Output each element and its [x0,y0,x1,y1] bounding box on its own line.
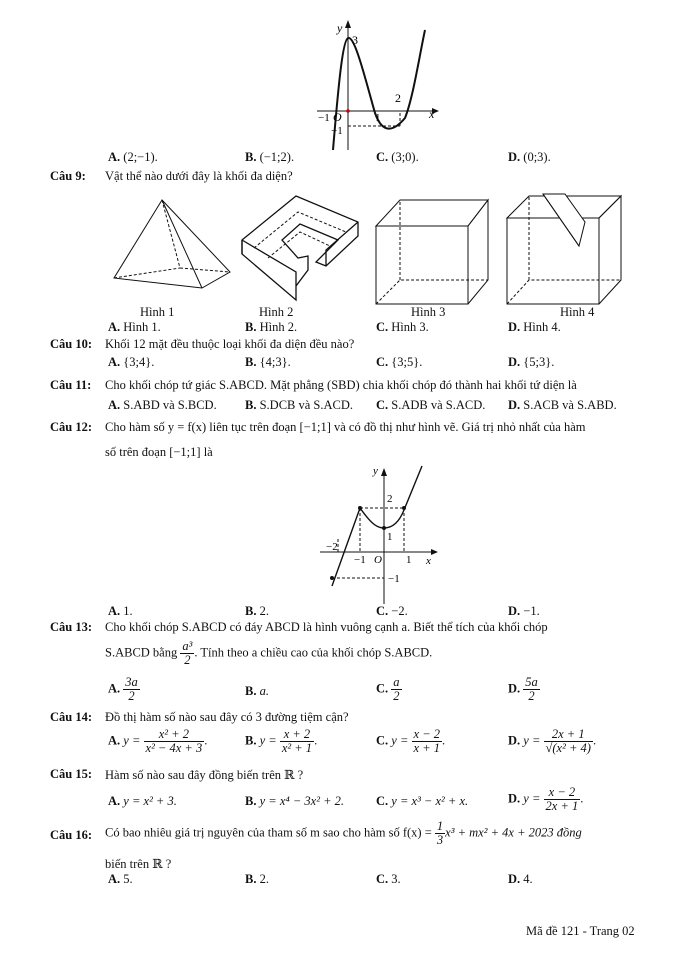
q11-option-a[interactable]: A. S.ABD và S.BCD. [108,398,217,412]
svg-text:2: 2 [395,91,401,105]
svg-text:−2: −2 [326,541,338,553]
q10-option-a[interactable]: A. {3;4}. [108,355,155,369]
q16-label: Câu 16: [50,828,93,842]
q14-label: Câu 14: [50,710,93,724]
svg-text:x: x [429,107,435,121]
q13-text-line2: S.ABCD bằng $\frac{\text{a³}}{2}$ . Tính theo a chiều cao của khối chóp S.ABCD. [105,639,433,667]
cubic-curve [333,30,425,150]
q8-option-c[interactable]: C. (3;0). [376,150,419,164]
svg-text:x: x [426,555,431,567]
q16-text-line2: biến trên ℝ ? [105,857,172,871]
q15-option-b[interactable]: B. y = x⁴ − 3x² + 2. [245,794,345,808]
svg-text:1: 1 [387,531,393,543]
q9-text: Vật thể nào dưới đây là khối đa diện? [105,169,293,183]
q10-option-d[interactable]: D. {5;3}. [508,355,555,369]
top-graph [315,18,445,150]
q15-option-a[interactable]: A. y = x² + 3. [108,794,177,808]
q14-option-c[interactable]: C. y = $\frac{x - 2}{x + 1}$ . [376,727,446,755]
svg-text:O: O [374,554,382,566]
q13-fraction: $\frac{\text{a³}}{2}$ [182,639,193,667]
page-footer: Mã đề 121 - Trang 02 [526,924,635,938]
q12-option-a[interactable]: A. 1. [108,604,133,618]
figure-3-caption: Hình 3 [411,305,446,319]
q14-option-d[interactable]: D. y = $\frac{2x + 1}{\text{√(x² + 4)}}$ . [508,727,597,755]
figure-2-u-shape [238,192,362,304]
svg-text:3: 3 [352,33,358,47]
q8-option-d[interactable]: D. (0;3). [508,150,551,164]
q15-text: Hàm số nào sau đây đồng biến trên ℝ ? [105,768,304,782]
q16-text-line1: Có bao nhiêu giá trị nguyên của tham số m sao cho hàm số f(x) = $\frac{1}{3}$ x³ + mx² + 4x + 2023 đồng [105,819,582,847]
q12-option-b[interactable]: B. 2. [245,604,269,618]
figure-1-pyramid [112,196,232,302]
q9-option-b[interactable]: B. Hình 2. [245,320,298,334]
svg-text:2: 2 [387,493,393,505]
q13-text-line1: Cho khối chóp S.ABCD có đáy ABCD là hình vuông cạnh a. Biết thể tích của khối chóp [105,620,548,634]
q16-option-d[interactable]: D. 4. [508,872,533,886]
svg-text:y: y [337,21,343,35]
q15-option-d[interactable]: D. y = $\frac{x - 2}{2x + 1}$ . [508,785,584,813]
q11-option-b[interactable]: B. S.DCB và S.ACD. [245,398,354,412]
q9-option-d[interactable]: D. Hình 4. [508,320,561,334]
svg-text:1: 1 [406,554,412,566]
q12-label: Câu 12: [50,420,93,434]
svg-text:−1: −1 [318,112,330,124]
svg-text:y: y [373,465,378,477]
q12-text-line1: Cho hàm số y = f(x) liên tục trên đoạn [−1;1] và có đồ thị như hình vẽ. Giá trị nhỏ nhất của hàm [105,420,586,434]
svg-text:O: O [333,110,342,124]
svg-text:−1: −1 [331,125,343,137]
q10-label: Câu 10: [50,337,93,351]
svg-text:1: 1 [375,112,381,124]
q16-option-b[interactable]: B. 2. [245,872,269,886]
q8-option-a[interactable]: A. (2;−1). [108,150,158,164]
svg-text:−1: −1 [388,573,400,585]
q14-option-b[interactable]: B. y = $\frac{x + 2}{\text{x² + 1}}$ . [245,727,318,755]
q9-option-a[interactable]: A. Hình 1. [108,320,161,334]
figure-3-box [372,196,496,306]
q12-option-c[interactable]: C. −2. [376,604,408,618]
q14-option-a[interactable]: A. y = $\frac{\text{x² + 2}}{\text{x² − 4x + 3}}$ . [108,727,208,755]
q13-option-d[interactable]: D. $\frac{5a}{2}$ [508,675,538,703]
q15-label: Câu 15: [50,767,93,781]
svg-text:−1: −1 [354,554,366,566]
q11-label: Câu 11: [50,378,92,392]
q10-option-b[interactable]: B. {4;3}. [245,355,291,369]
figure-4-caption: Hình 4 [560,305,595,319]
q12-graph [318,462,440,604]
q13-option-a[interactable]: A. $\frac{3a}{2}$ [108,675,138,703]
q13-option-b[interactable]: B. a. [245,684,269,698]
q11-option-c[interactable]: C. S.ADB và S.ACD. [376,398,486,412]
figure-4-box-with-cut [503,192,627,306]
q12-text-line2: số trên đoạn [−1;1] là [105,445,213,459]
q13-label: Câu 13: [50,620,93,634]
q12-option-d[interactable]: D. −1. [508,604,540,618]
q15-option-c[interactable]: C. y = x³ − x² + x. [376,794,469,808]
q8-option-b[interactable]: B. (−1;2). [245,150,295,164]
figure-1-caption: Hình 1 [140,305,175,319]
figure-2-caption: Hình 2 [259,305,294,319]
q10-text: Khối 12 mặt đều thuộc loại khối đa diện đều nào? [105,337,355,351]
q16-option-a[interactable]: A. 5. [108,872,133,886]
q11-option-d[interactable]: D. S.ACB và S.ABD. [508,398,617,412]
q11-text: Cho khối chóp tứ giác S.ABCD. Mặt phẳng (SBD) chia khối chóp đó thành hai khối tứ diện là [105,378,577,392]
q9-label: Câu 9: [50,169,86,183]
q13-option-c[interactable]: C. $\frac{a}{2}$ [376,675,400,703]
q14-text: Đồ thị hàm số nào sau đây có 3 đường tiệm cận? [105,710,349,724]
q9-option-c[interactable]: C. Hình 3. [376,320,429,334]
q16-fraction: $\frac{1}{3}$ [436,819,444,847]
q16-option-c[interactable]: C. 3. [376,872,401,886]
q10-option-c[interactable]: C. {3;5}. [376,355,423,369]
